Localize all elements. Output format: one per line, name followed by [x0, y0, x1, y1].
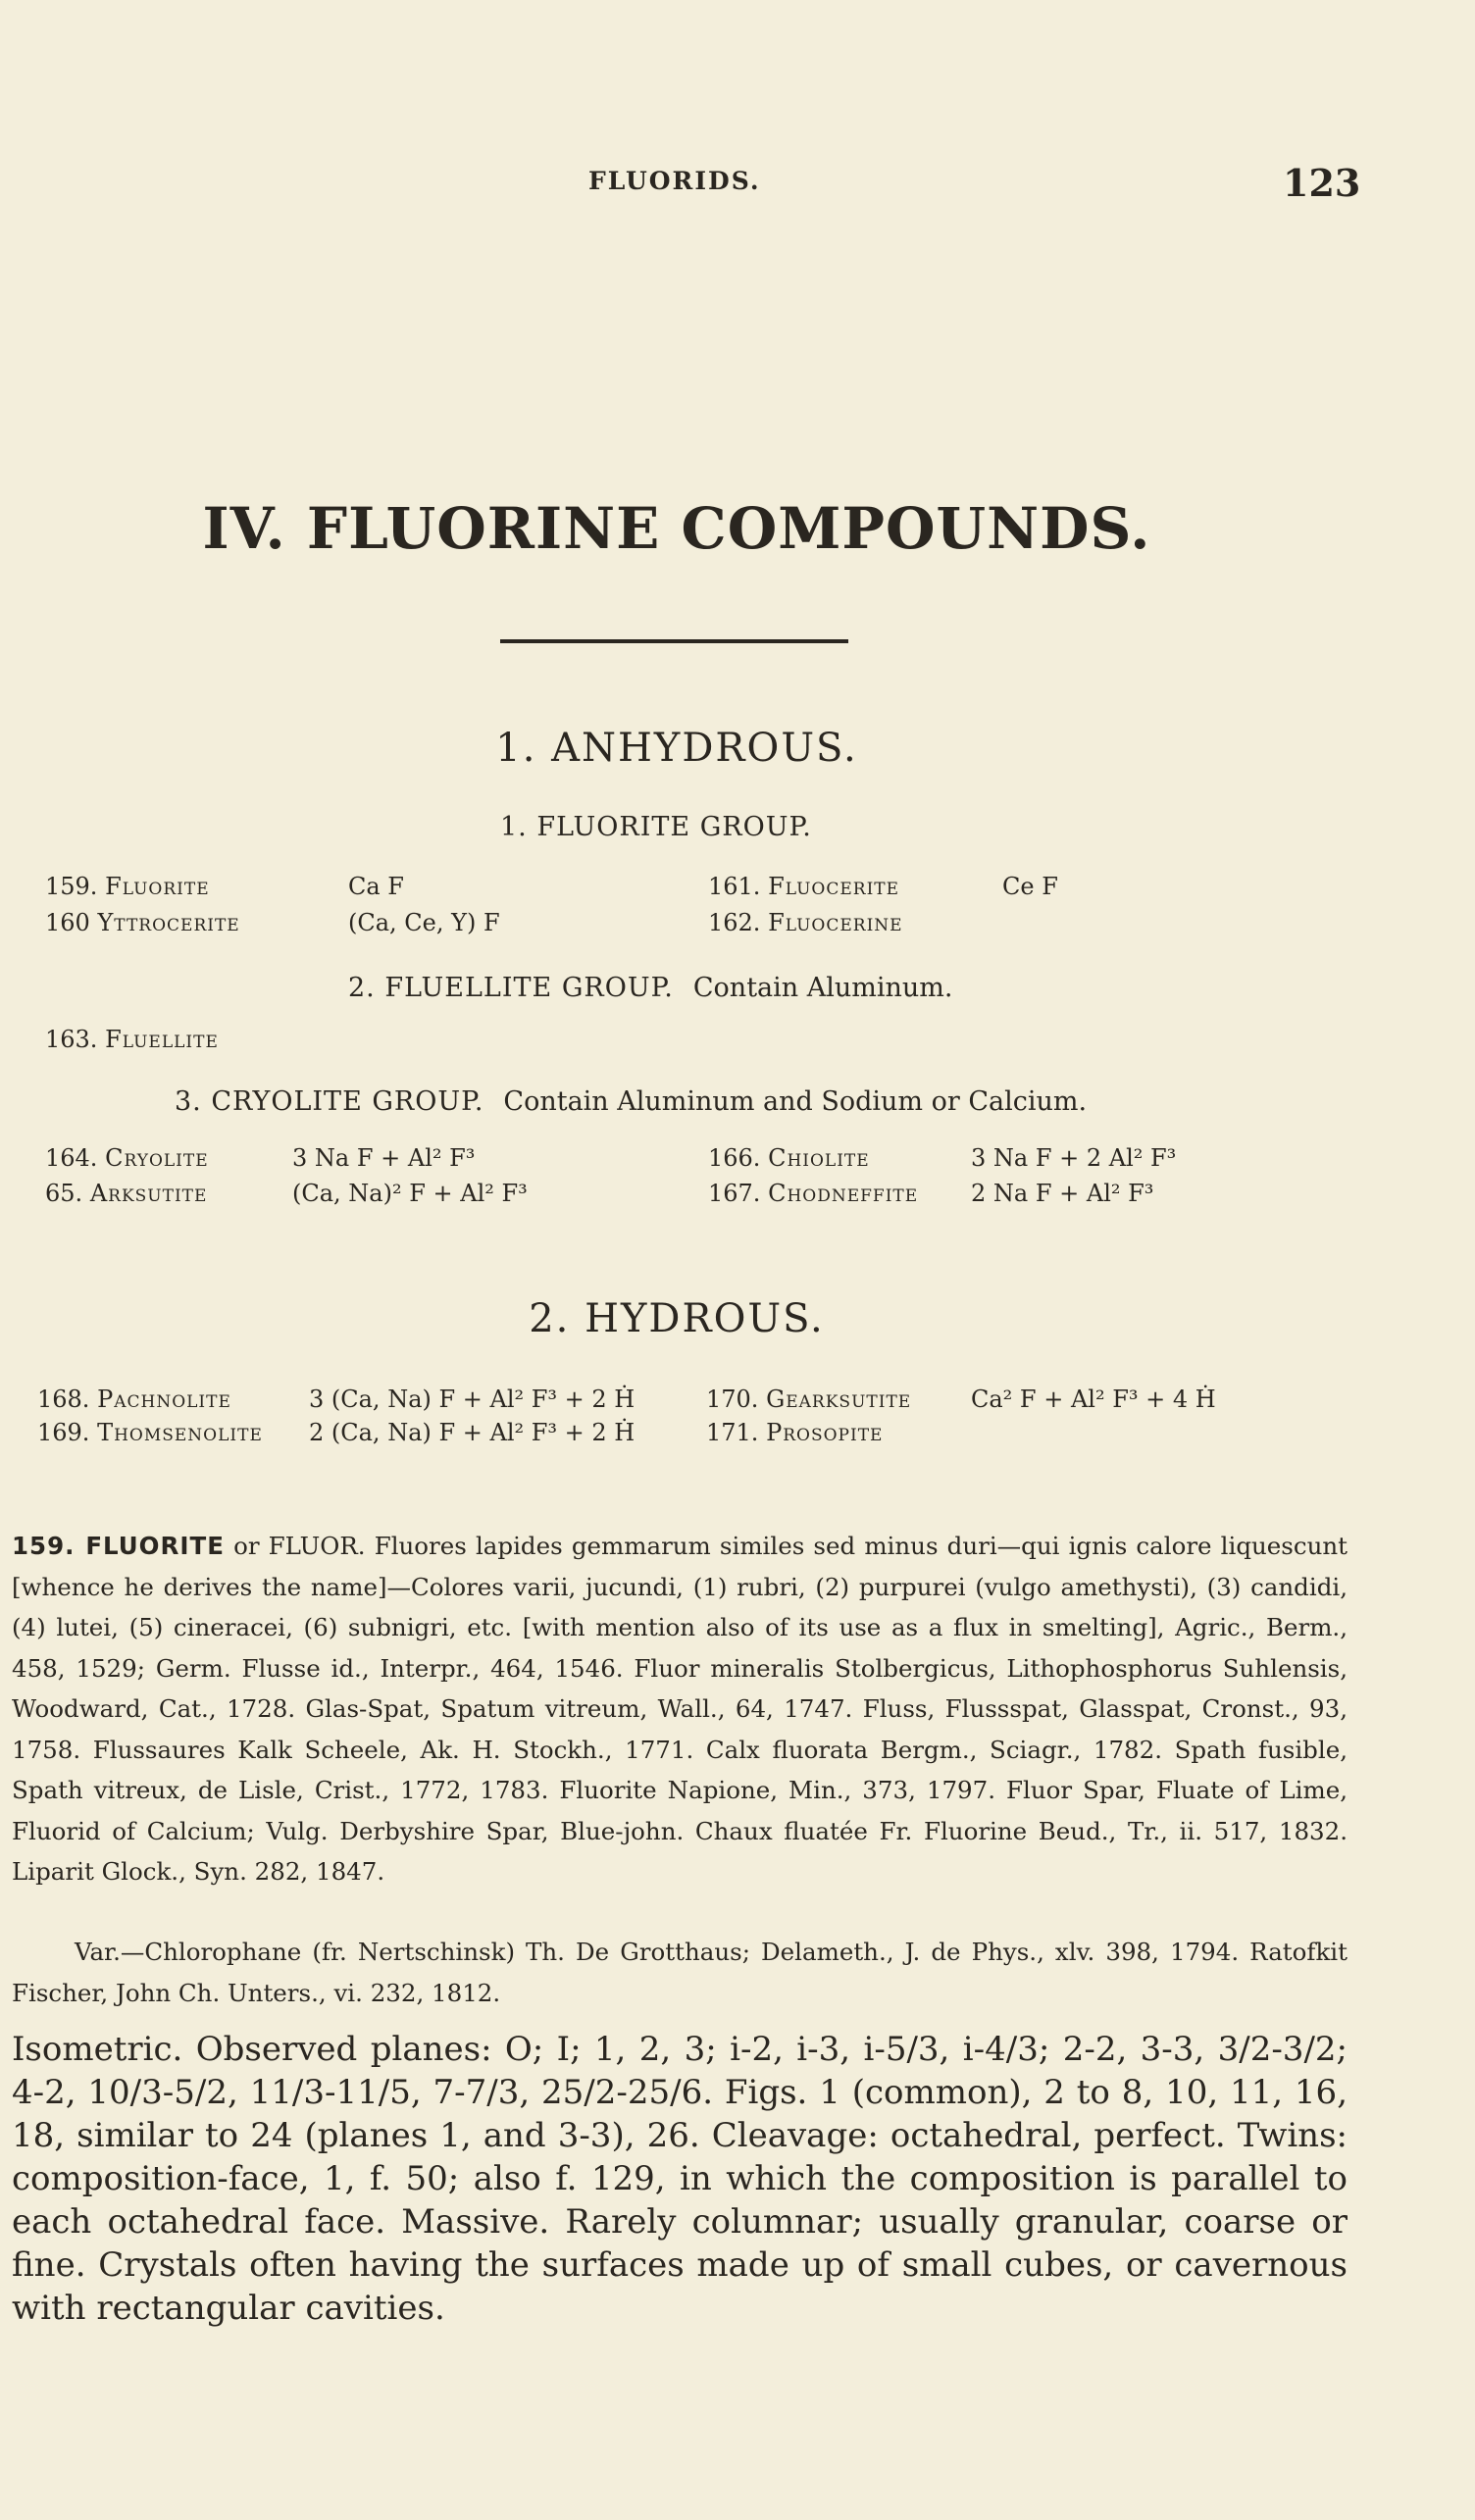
entry-name: Chiolite: [768, 1144, 870, 1172]
synonymy-text: or FLUOR. Fluores lapides gemmarum similes sed minus duri—qui ignis calore liquescunt [whence he derives the name]—Colores varii, jucundi, (1) rubri, (2) purpurei (vulgo amethysti), (3) candidi, (4) lutei, (5) cineracei, (6) subnigri, etc. [with mention also of its use as a flux in smelting], Agric., Berm., 458, 1529; Germ. Flusse id., Interpr., 464, 1546. Fluor mineralis Stolbergicus, Lithophosphorus Suhlensis, Woodward, Cat., 1728. Glas-Spat, Spatum vitreum, Wall., 64, 1747. Fluss, Flussspat, Glasspat, Cronst., 93, 1758. Flussaures Kalk Scheele, Ak. H. Stockh., 1771. Calx fluorata Bergm., Sciagr., 1782. Spath fusible, Spath vitreux, de Lisle, Crist., 1772, 1783. Fluorite Napione, Min., 373, 1797. Fluor Spar, Fluate of Lime, Fluorid of Calcium; Vulg. Derbyshire Spar, Blue-john. Chaux fluatée Fr. Fluorine Beud., Tr., ii. 517, 1832. Liparit Glock., Syn. 282, 1847.: [12, 1532, 1348, 1886]
title-rule: [500, 639, 848, 643]
entry-name: Fluellite: [105, 1026, 219, 1053]
entry-number: 169.: [37, 1419, 90, 1446]
mineral-entry: [708, 1144, 870, 1172]
entry-number: 160: [45, 909, 90, 936]
group-note: Contain Aluminum.: [692, 973, 953, 1003]
entry-name: Fluocerine: [768, 909, 903, 936]
entry-number: 162.: [708, 909, 761, 936]
mineral-entry: [706, 1419, 883, 1446]
cryolite-group-heading: [175, 1086, 1087, 1117]
entry-formula: (Ca, Ce, Y) F: [348, 909, 500, 936]
group-title: 2. FLUELLITE GROUP.: [348, 973, 674, 1003]
section-hydrous-heading: 2. HYDROUS.: [529, 1296, 825, 1341]
mineral-entry: [45, 873, 210, 900]
section-anhydrous-heading: 1. ANHYDROUS.: [495, 726, 858, 771]
entry-formula: 2 (Ca, Na) F + Al² F³ + 2 Ḣ: [309, 1419, 636, 1446]
fluellite-group-heading: [348, 973, 952, 1003]
entry-number: 164.: [45, 1144, 98, 1172]
entry-number: 161.: [708, 873, 761, 900]
mineral-entry: [45, 1026, 219, 1053]
mineral-entry: [37, 1386, 231, 1413]
entry-name: Chodneffite: [768, 1180, 919, 1207]
mineral-entry: [708, 909, 903, 936]
species-lead: 159. FLUORITE: [12, 1532, 225, 1560]
entry-name: Pachnolite: [97, 1386, 231, 1413]
entry-number: 167.: [708, 1180, 761, 1207]
entry-name: Fluocerite: [768, 873, 900, 900]
entry-number: 171.: [706, 1419, 759, 1446]
group-title: 3. CRYOLITE GROUP.: [175, 1086, 484, 1117]
mineral-entry: [706, 1386, 911, 1413]
variety-paragraph: Var.—Chlorophane (fr. Nertschinsk) Th. De Grotthaus; Delameth., J. de Phys., xlv. 398, 1794. Ratofkit Fischer, John Ch. Unters., vi. 232, 1812.: [12, 1938, 1348, 2007]
entry-name: Prosopite: [766, 1419, 884, 1446]
entry-number: 166.: [708, 1144, 761, 1172]
entry-number: 65.: [45, 1180, 83, 1207]
entry-name: Fluorite: [105, 873, 210, 900]
entry-name: Gearksutite: [766, 1386, 912, 1413]
synonymy-paragraph: [12, 1526, 1348, 1892]
entry-name: Thomsenolite: [97, 1419, 263, 1446]
entry-number: 159.: [45, 873, 98, 900]
crystallography-paragraph: Isometric. Observed planes: O; I; 1, 2, 3; i-2, i-3, i-5/3, i-4/3; 2-2, 3-3, 3/2-3/2; 4-2, 10/3-5/2, 11/3-11/5, 7-7/3, 25/2-25/6. Figs. 1 (common), 2 to 8, 10, 11, 16, 18, similar to 24 (planes 1, and 3-3), 26. Cleavage: octahedral, perfect. Twins: composition-face, 1, f. 50; also f. 129, in which the composition is parallel to each octahedral face. Massive. Rarely columnar; usually granular, coarse or fine. Crystals often having the surfaces made up of small cubes, or cavernous with rectangular cavities.: [12, 2030, 1348, 2328]
entry-formula: 3 Na F + Al² F³: [292, 1144, 476, 1172]
entry-name: Arksutite: [89, 1180, 208, 1207]
group-note: Contain Aluminum and Sodium or Calcium.: [503, 1086, 1088, 1117]
entry-formula: Ce F: [1002, 873, 1058, 900]
entry-formula: 3 Na F + 2 Al² F³: [971, 1144, 1177, 1172]
mineral-entry: [708, 1180, 918, 1207]
mineral-entry: [45, 909, 240, 936]
entry-formula: Ca F: [348, 873, 404, 900]
entry-name: Cryolite: [105, 1144, 209, 1172]
entry-number: 163.: [45, 1026, 98, 1053]
entry-name: Yttrocerite: [97, 909, 240, 936]
mineral-entry: [45, 1144, 209, 1172]
entry-number: 170.: [706, 1386, 759, 1413]
entry-formula: 3 (Ca, Na) F + Al² F³ + 2 Ḣ: [309, 1386, 636, 1413]
entry-formula: (Ca, Na)² F + Al² F³: [292, 1180, 528, 1207]
page-number: 123: [1283, 161, 1361, 205]
mineral-entry: [708, 873, 899, 900]
entry-formula: Ca² F + Al² F³ + 4 Ḣ: [971, 1386, 1216, 1413]
entry-formula: 2 Na F + Al² F³: [971, 1180, 1154, 1207]
fluorite-group-heading: 1. FLUORITE GROUP.: [500, 812, 812, 842]
mineral-entry: [45, 1180, 207, 1207]
mineral-entry: [37, 1419, 263, 1446]
chapter-title: IV. FLUORINE COMPOUNDS.: [202, 495, 1151, 562]
running-title: FLUORIDS.: [588, 167, 761, 195]
entry-number: 168.: [37, 1386, 90, 1413]
